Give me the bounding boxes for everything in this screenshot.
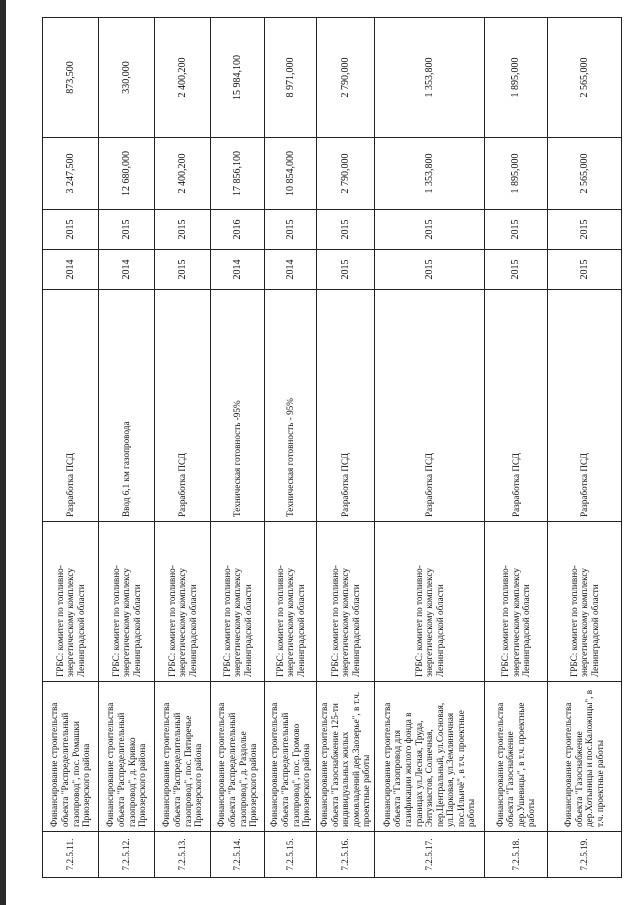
expected-result: Ввод 6,1 км газопровода: [99, 290, 155, 522]
table-row: [99, 18, 155, 878]
row-number: 7.2.5.17.: [374, 832, 484, 878]
total-cost: 2 400,200: [155, 138, 211, 210]
measure-name: Финансирование строительства объекта "Газоснабжение дер.Ушевицы", в т.ч. проектные работы: [484, 682, 547, 832]
measure-name: Финансирование строительства объекта "Распределительный газопровод", пос. Ромашки Приозерского района: [43, 682, 99, 832]
row-number: 7.2.5.15.: [265, 832, 317, 878]
year-end: 2015: [374, 210, 484, 250]
row-number: 7.2.5.11.: [43, 832, 99, 878]
measure-name: Финансирование строительства объекта "Газоснабжение дер.Хотыницы и пос.Каложицы", в т.ч. проектные работы: [547, 682, 621, 832]
grbs-cell: ГРБС: комитет по топливно-энергетическому комплексу Ленинградской области: [484, 522, 547, 682]
measure-name: Финансирование строительства объекта "Распределительный газопровод", пос. Громово Приозерского района: [265, 682, 317, 832]
funding-amount: 2 400,200: [155, 18, 211, 138]
scan-edge-shadow: [0, 0, 6, 905]
year-end: 2015: [99, 210, 155, 250]
grbs-cell: ГРБС: комитет по топливно-энергетическому комплексу Ленинградской области: [155, 522, 211, 682]
measure-name: Финансирование строительства объекта "Газоснабжение 125-ти индивидуальных жилых домовладений дер.Заозерье", в т.ч. проектные работы: [317, 682, 375, 832]
funding-amount: 1 895,000: [484, 18, 547, 138]
total-cost: 12 680,000: [99, 138, 155, 210]
grbs-cell: ГРБС: комитет по топливно-энергетическому комплексу Ленинградской области: [374, 522, 484, 682]
row-number: 7.2.5.12.: [99, 832, 155, 878]
year-start: 2015: [547, 250, 621, 290]
year-start: 2015: [155, 250, 211, 290]
table-row: [547, 18, 621, 878]
grbs-cell: ГРБС: комитет по топливно-энергетическому комплексу Ленинградской области: [265, 522, 317, 682]
grbs-cell: ГРБС: комитет по топливно-энергетическому комплексу Ленинградской области: [99, 522, 155, 682]
expected-result: Техническая готовность - 95%: [265, 290, 317, 522]
funding-amount: 873,500: [43, 18, 99, 138]
funding-amount: 8 971,000: [265, 18, 317, 138]
funding-amount: 330,000: [99, 18, 155, 138]
document-page: [42, 18, 619, 878]
measure-name: Финансирование строительства объекта "Распределительный газопровод", д. Кривко Приозерского района: [99, 682, 155, 832]
year-end: 2015: [155, 210, 211, 250]
expected-result: Разработка ПСД: [317, 290, 375, 522]
row-number: 7.2.5.16.: [317, 832, 375, 878]
year-start: 2014: [265, 250, 317, 290]
expected-result: Разработка ПСД: [43, 290, 99, 522]
financing-table: [42, 17, 622, 878]
year-start: 2014: [43, 250, 99, 290]
year-start: 2014: [211, 250, 265, 290]
year-start: 2014: [99, 250, 155, 290]
table-row: [43, 18, 99, 878]
funding-amount: 15 984,100: [211, 18, 265, 138]
total-cost: 2 565,000: [547, 138, 621, 210]
rotated-table-container: [42, 18, 619, 878]
table-row: [155, 18, 211, 878]
measure-name: Финансирование строительства объекта "Газопровод для газификации жилого фонда в границах ул.Лесная, Труда, Энтузиастов, Солнечная, пер.Центральный, ул.Сосновая, ул.Парковая, ул.Земляничная пос.Ильичё", в т.ч. проектные работы: [374, 682, 484, 832]
table-row: [265, 18, 317, 878]
total-cost: 2 790,000: [317, 138, 375, 210]
table-row: [211, 18, 265, 878]
year-start: 2015: [317, 250, 375, 290]
year-start: 2015: [374, 250, 484, 290]
row-number: 7.2.5.14.: [211, 832, 265, 878]
expected-result: Разработка ПСД: [547, 290, 621, 522]
expected-result: Разработка ПСД: [484, 290, 547, 522]
row-number: 7.2.5.13.: [155, 832, 211, 878]
expected-result: Разработка ПСД: [155, 290, 211, 522]
year-end: 2015: [484, 210, 547, 250]
grbs-cell: ГРБС: комитет по топливно-энергетическому комплексу Ленинградской области: [211, 522, 265, 682]
total-cost: 17 856,100: [211, 138, 265, 210]
year-end: 2015: [43, 210, 99, 250]
year-end: 2016: [211, 210, 265, 250]
measure-name: Финансирование строительства объекта "Распределительный газопровод", пос. Пятиречье Приозерского района: [155, 682, 211, 832]
funding-amount: 1 353,800: [374, 18, 484, 138]
expected-result: Разработка ПСД: [374, 290, 484, 522]
table-row: [374, 18, 484, 878]
grbs-cell: ГРБС: комитет по топливно-энергетическому комплексу Ленинградской области: [547, 522, 621, 682]
table-row: [317, 18, 375, 878]
funding-amount: 2 565,000: [547, 18, 621, 138]
year-start: 2015: [484, 250, 547, 290]
row-number: 7.2.5.19.: [547, 832, 621, 878]
total-cost: 1 895,000: [484, 138, 547, 210]
expected-result: Техническая готовность -95%: [211, 290, 265, 522]
year-end: 2015: [547, 210, 621, 250]
year-end: 2015: [265, 210, 317, 250]
measure-name: Финансирование строительства объекта "Распределительный газопровод", д. Раздолье Приозерского района: [211, 682, 265, 832]
row-number: 7.2.5.18.: [484, 832, 547, 878]
grbs-cell: ГРБС: комитет по топливно-энергетическому комплексу Ленинградской области: [317, 522, 375, 682]
grbs-cell: ГРБС: комитет по топливно-энергетическому комплексу Ленинградской области: [43, 522, 99, 682]
total-cost: 10 854,000: [265, 138, 317, 210]
table-row: [484, 18, 547, 878]
total-cost: 3 247,500: [43, 138, 99, 210]
year-end: 2015: [317, 210, 375, 250]
total-cost: 1 353,800: [374, 138, 484, 210]
funding-amount: 2 790,000: [317, 18, 375, 138]
